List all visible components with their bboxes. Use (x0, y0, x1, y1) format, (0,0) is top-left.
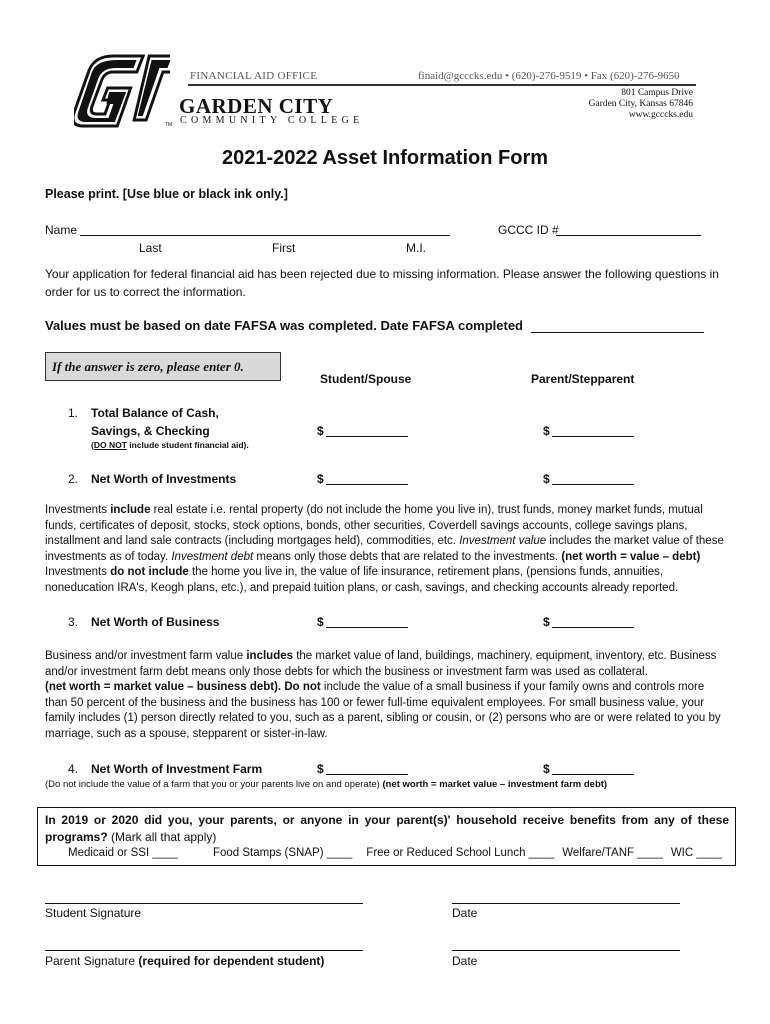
contact-info: finaid@gcccks.edu • (620)-276-9519 • Fax (620)-276-9650 (418, 70, 680, 82)
q3-student-amount-line[interactable] (326, 615, 408, 628)
q1-parent-amount-line[interactable] (552, 424, 634, 437)
option-wic[interactable]: WIC ____ (670, 847, 722, 859)
parent-signature-label: Parent Signature (required for dependent student) (45, 954, 325, 968)
q1-note-do-not: DO NOT (93, 440, 127, 450)
q1-note-rest: include student financial aid). (126, 440, 249, 450)
last-name-caption: Last (139, 241, 162, 255)
name-label: Name (45, 223, 78, 237)
q3-parent-dollar: $ (543, 615, 550, 629)
q4-label: Net Worth of Investment Farm (91, 762, 263, 776)
q1-note-paren: ( (91, 440, 94, 450)
q4-student-amount-line[interactable] (326, 762, 408, 775)
print-instructions: Please print. [Use blue or black ink only.] (45, 187, 288, 201)
student-date-line[interactable] (452, 889, 680, 904)
gccc-id-input-line[interactable] (556, 223, 701, 236)
college-name: GARDEN CITY (179, 94, 334, 118)
q2-parent-amount-line[interactable] (552, 472, 634, 485)
q1-label-line-2: Savings, & Checking (91, 424, 210, 438)
zero-note-box (45, 352, 281, 381)
college-logo (74, 50, 173, 132)
q1-student-dollar: $ (317, 424, 324, 438)
office-name: FINANCIAL AID OFFICE (190, 70, 318, 82)
option-welfare-tanf[interactable]: Welfare/TANF ____ (562, 847, 663, 859)
address-line-2: Garden City, Kansas 67846 (588, 99, 693, 109)
parent-date-label: Date (452, 954, 478, 968)
q3-label: Net Worth of Business (91, 615, 220, 629)
benefits-options (68, 847, 722, 859)
fafsa-date-input-line[interactable] (531, 318, 704, 333)
name-input-line[interactable] (80, 223, 450, 236)
option-medicaid-ssi[interactable]: Medicaid or SSI ____ (68, 847, 178, 859)
first-name-caption: First (272, 241, 296, 255)
address-line-1: 801 Campus Drive (621, 88, 693, 98)
q4-number: 4. (68, 762, 79, 776)
q2-label: Net Worth of Investments (91, 472, 237, 486)
q1-number: 1. (68, 406, 79, 420)
q3-parent-amount-line[interactable] (552, 615, 634, 628)
intro-paragraph: Your application for federal financial aid has been rejected due to missing information. Please answer the following questions in order for us to correct the information. (45, 267, 719, 299)
q4-note: (Do not include the value of a farm that you or your parents live on and operate) (net worth = market value – investment farm debt) (45, 779, 608, 790)
q2-parent-dollar: $ (543, 472, 550, 486)
college-subtitle: COMMUNITY COLLEGE (180, 115, 364, 126)
q1-label-line-1: Total Balance of Cash, (91, 406, 219, 420)
q4-parent-dollar: $ (543, 762, 550, 776)
form-title: 2021-2022 Asset Information Form (221, 147, 549, 169)
header-rule (188, 84, 696, 86)
q4-student-dollar: $ (317, 762, 324, 776)
q1-parent-dollar: $ (543, 424, 550, 438)
q1-student-amount-line[interactable] (326, 424, 408, 437)
middle-initial-caption: M.I. (406, 241, 426, 255)
q3-number: 3. (68, 615, 79, 629)
parent-signature-line[interactable] (45, 936, 363, 951)
student-signature-line[interactable] (45, 889, 363, 904)
q2-number: 2. (68, 472, 79, 486)
column-student-spouse: Student/Spouse (320, 372, 412, 386)
fafsa-date-label: Values must be based on date FAFSA was completed. Date FAFSA completed (45, 318, 523, 333)
website: www.gcccks.edu (628, 110, 693, 120)
benefits-box (37, 807, 736, 866)
column-parent-stepparent: Parent/Stepparent (531, 372, 635, 386)
option-school-lunch[interactable]: Free or Reduced School Lunch ____ (366, 847, 555, 859)
business-paragraph: Business and/or investment farm value includes the market value of land, buildings, machinery, equipment, inventory, etc. Business and/or investment farm debt means only those debts for which the business or investment farm was used as collateral. (net worth = market value – business debt). Do not include the value of a small business if your family owns and controls more than 50 percent of the business and the business has 100 or fewer full-time equivalent employees. For small business value, your family includes (1) person directly related to you, such as a parent, sibling or cousin, or (2) persons who are or were related to you by marriage, such as a spouse, stepparent or sister-in-law. (45, 650, 721, 740)
q1-note (91, 440, 249, 450)
trademark-mark: TM (165, 122, 173, 128)
q4-parent-amount-line[interactable] (552, 762, 634, 775)
q2-student-amount-line[interactable] (326, 472, 408, 485)
zero-note-text: If the answer is zero, please enter 0. (52, 359, 244, 374)
investments-paragraph: Investments include real estate i.e. rental property (do not include the home you live in), trust funds, money market funds, mutual funds, certificates of deposit, stocks, stock options, bonds, other securities, Coverdell savings accounts, college savings plans, installment and land sale contracts (including mortgages held), commodities, etc. Investment value includes the market value of these investments as of today. Investment debt means only those debts that are related to the investments. (net worth = value – debt) Investments do not include the home you live in, the value of life insurance, retirement plans, (pensions funds, annuities, noneducation IRA's, Keogh plans, etc.), and prepaid tuition plans, or cash, savings, and checking accounts already reported. (45, 504, 724, 594)
q2-student-dollar: $ (317, 472, 324, 486)
student-date-label: Date (452, 906, 478, 920)
gccc-id-label: GCCC ID # (498, 223, 559, 237)
benefits-question: In 2019 or 2020 did you, your parents, or anyone in your parent(s)' household receive benefits from any of these programs? (Mark all that apply) (45, 813, 729, 844)
student-signature-label: Student Signature (45, 906, 142, 920)
option-food-stamps[interactable]: Food Stamps (SNAP) ____ (212, 847, 353, 859)
parent-date-line[interactable] (452, 936, 680, 951)
q3-student-dollar: $ (317, 615, 324, 629)
